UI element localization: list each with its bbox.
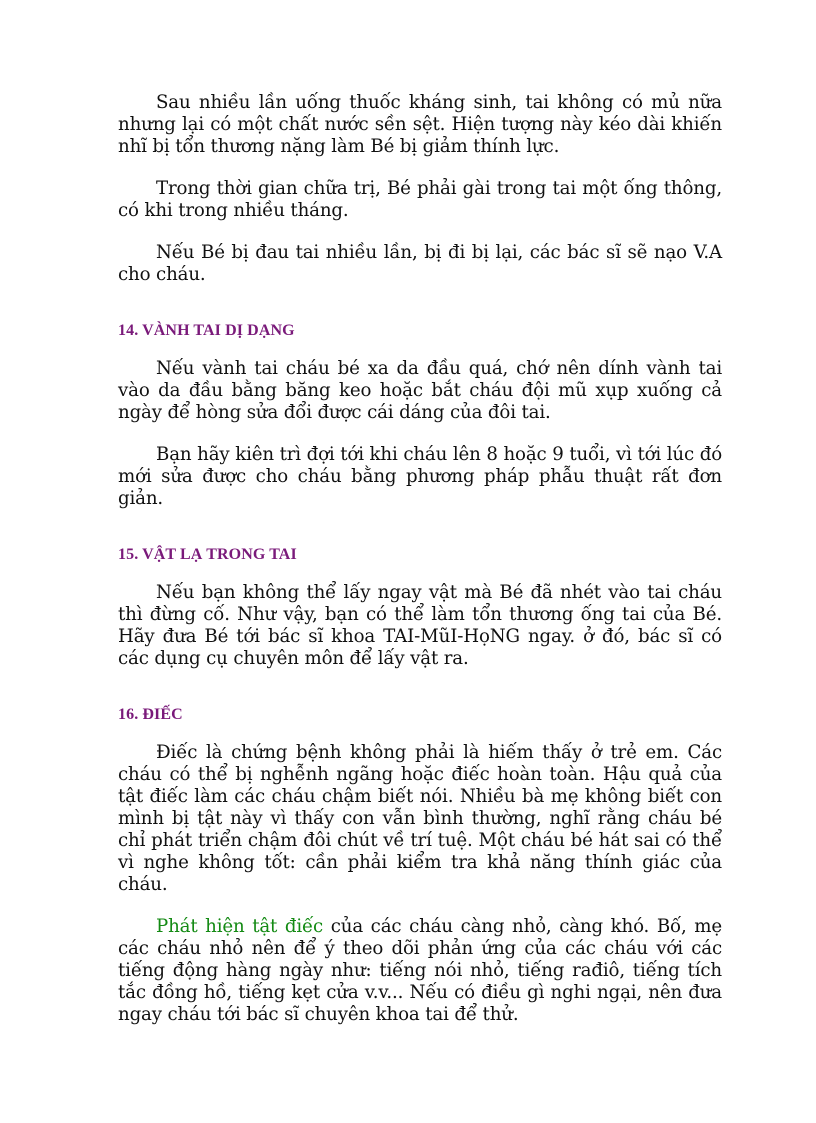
section-14-paragraph-1: Nếu vành tai cháu bé xa da đầu quá, chớ nên dính vành tai vào da đầu bằng băng keo hoặc bắt cháu đội mũ xụp xuống cả ngày để hòng sửa đổi được cái dáng của đôi tai.	[118, 358, 722, 423]
section-14-paragraph-2: Bạn hãy kiên trì đợi tới khi cháu lên 8 hoặc 9 tuổi, vì tới lúc đó mới sửa được cho cháu bằng phương pháp phẫu thuật rất đơn giản.	[118, 444, 722, 509]
section-16-paragraph-2-text: của các cháu càng nhỏ, càng khó. Bố, mẹ các cháu nhỏ nên để ý theo dõi phản ứng của các cháu với các tiếng động hàng ngày như: tiếng nói nhỏ, tiếng rađiô, tiếng tích tắc đồng hồ, tiếng kẹt cửa v.v... Nếu có điều gì nghi ngại, nên đưa ngay cháu tới bác sĩ chuyên khoa tai để thử.	[118, 916, 722, 1025]
section-heading-15: 15. VẬT LẠ TRONG TAI	[118, 546, 297, 563]
highlighted-phrase: Phát hiện tật điếc	[156, 916, 324, 937]
section-16-paragraph-2	[118, 916, 722, 1026]
section-heading-14: 14. VÀNH TAI DỊ DẠNG	[118, 322, 295, 339]
section-16-paragraph-1: Điếc là chứng bệnh không phải là hiếm thấy ở trẻ em. Các cháu có thể bị nghễnh ngãng hoặc điếc hoàn toàn. Hậu quả của tật điếc làm các cháu chậm biết nói. Nhiều bà mẹ không biết con mình bị tật này vì thấy con vẫn bình thường, nghĩ rằng cháu bé chỉ phát triển chậm đôi chút về trí tuệ. Một cháu bé hát sai có thể vì nghe không tốt: cần phải kiểm tra khả năng thính giác của cháu.	[118, 742, 722, 895]
intro-paragraph-1: Sau nhiều lần uống thuốc kháng sinh, tai không có mủ nữa nhưng lại có một chất nước sền sệt. Hiện tượng này kéo dài khiến nhĩ bị tổn thương nặng làm Bé bị giảm thính lực.	[118, 92, 722, 157]
document-page	[118, 92, 722, 1026]
section-15-paragraph-1: Nếu bạn không thể lấy ngay vật mà Bé đã nhét vào tai cháu thì đừng cố. Như vậy, bạn có thể làm tổn thương ống tai của Bé. Hãy đưa Bé tới bác sĩ khoa TAI-MũI-HọNG ngay. ở đó, bác sĩ có các dụng cụ chuyên môn để lấy vật ra.	[118, 582, 722, 669]
intro-paragraph-2: Trong thời gian chữa trị, Bé phải gài trong tai một ống thông, có khi trong nhiều tháng.	[118, 178, 722, 221]
section-heading-16: 16. ĐIẾC	[118, 706, 183, 723]
intro-paragraph-3: Nếu Bé bị đau tai nhiều lần, bị đi bị lại, các bác sĩ sẽ nạo V.A cho cháu.	[118, 242, 722, 285]
